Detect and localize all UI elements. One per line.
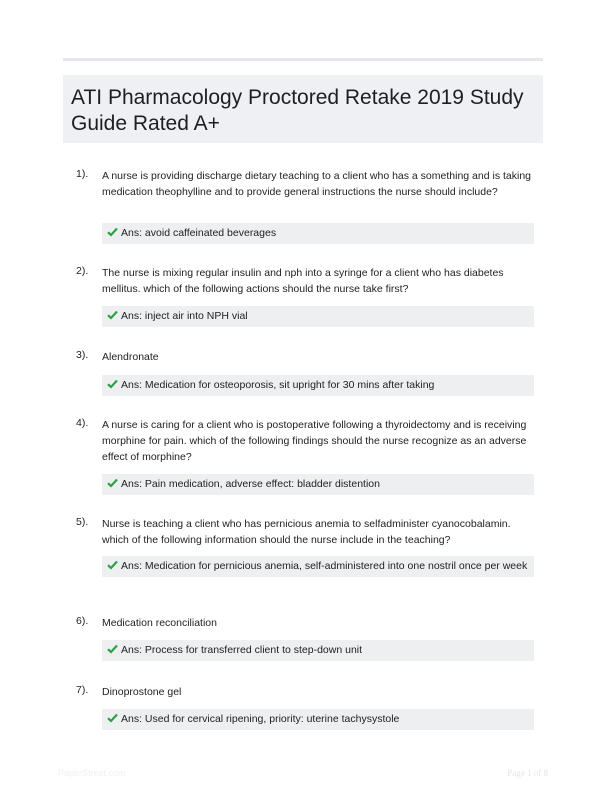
question-text: A nurse is providing discharge dietary teaching to a client who has a something and is taking medication theophylline and to provide general instructions the nurse should include? <box>102 170 532 198</box>
answer-box <box>102 556 534 577</box>
check-icon <box>107 379 118 389</box>
answer-text: Ans: inject air into NPH vial <box>121 310 248 322</box>
page-number: Page 1 of 8 <box>507 768 548 778</box>
question-number: 1). <box>76 168 89 180</box>
question-number: 6). <box>76 615 89 627</box>
question-number: 5). <box>76 516 89 528</box>
answer-box <box>102 223 534 244</box>
answer-text: Ans: Process for transferred client to step-down unit <box>121 644 363 656</box>
question-text: Alendronate <box>102 351 159 363</box>
question-number: 4). <box>76 417 89 429</box>
question-text: Dinoprostone gel <box>102 686 182 698</box>
check-icon <box>107 227 118 237</box>
answer-text: Ans: Medication for osteoporosis, sit upright for 30 mins after taking <box>121 379 435 391</box>
question-text: A nurse is caring for a client who is postoperative following a thyroidectomy and is receiving morphine for pain. which of the following findings should the nurse recognize as an adverse effect of morphine? <box>102 419 527 463</box>
question-number: 3). <box>76 349 89 361</box>
question-text: Nurse is teaching a client who has pernicious anemia to selfadminister cyanocobalamin. which of the following information should the nurse include in the teaching? <box>102 518 511 546</box>
check-icon <box>107 560 118 570</box>
question-number: 7). <box>76 684 89 696</box>
question-number: 2). <box>76 265 89 277</box>
answer-text: Ans: Medication for pernicious anemia, self-administered into one nostril once per week <box>121 560 528 572</box>
document-title: ATI Pharmacology Proctored Retake 2019 Study Guide Rated A+ <box>71 86 524 135</box>
answer-text: Ans: Pain medication, adverse effect: bladder distention <box>121 478 380 490</box>
check-icon <box>107 713 118 723</box>
check-icon <box>107 644 118 654</box>
answer-text: Ans: avoid caffeinated beverages <box>121 227 277 239</box>
check-icon <box>107 478 118 488</box>
footer-watermark: PaperStreet.com <box>58 768 126 778</box>
answer-box <box>102 709 534 730</box>
answer-box <box>102 640 534 661</box>
answer-text: Ans: Used for cervical ripening, priority: uterine tachysystole <box>121 713 400 725</box>
answer-box <box>102 306 534 327</box>
title-banner <box>63 75 543 143</box>
top-divider <box>63 58 543 61</box>
answer-box <box>102 474 534 495</box>
question-text: Medication reconciliation <box>102 617 217 629</box>
answer-box <box>102 375 534 396</box>
question-text: The nurse is mixing regular insulin and nph into a syringe for a client who has diabetes mellitus. which of the following actions should the nurse take first? <box>102 267 504 295</box>
check-icon <box>107 310 118 320</box>
